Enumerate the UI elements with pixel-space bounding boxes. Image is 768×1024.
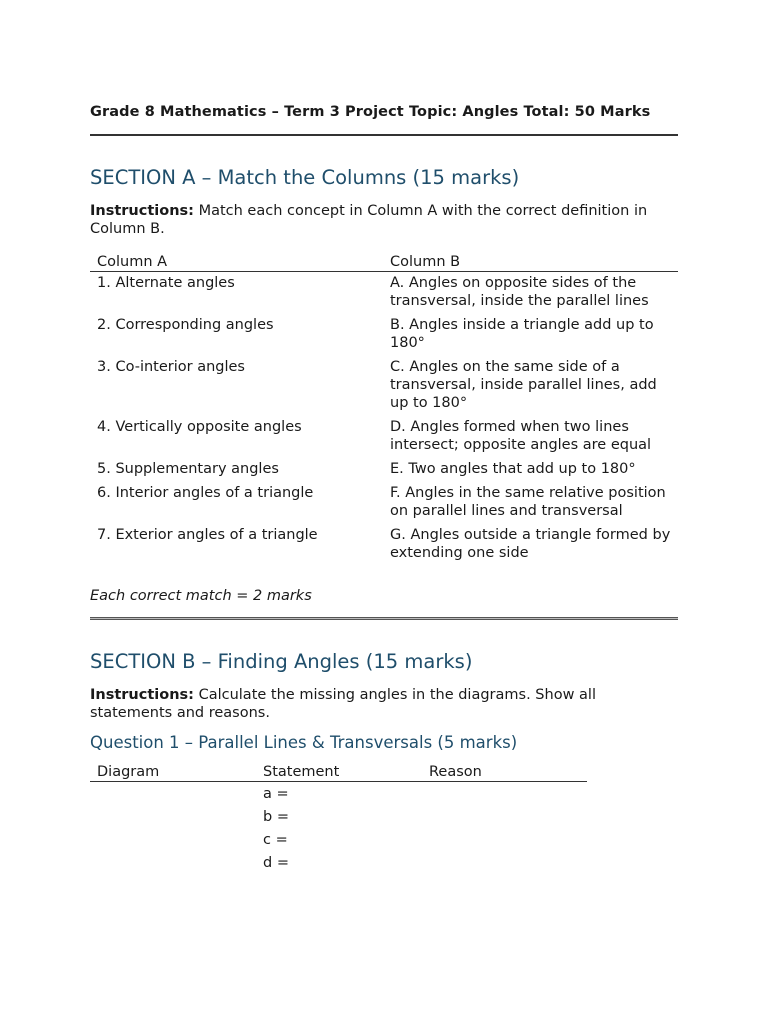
column-a-cell: 3. Co-interior angles — [97, 359, 245, 375]
table-row — [90, 416, 678, 458]
instructions-label: Instructions: — [90, 203, 194, 219]
column-b-cell: E. Two angles that add up to 180° — [390, 461, 636, 477]
match-columns-table — [90, 250, 678, 566]
column-b-header: Column B — [383, 250, 678, 272]
column-b-cell: B. Angles inside a triangle add up to 180° — [390, 317, 654, 351]
diagram-cell — [90, 828, 256, 851]
diagram-header: Diagram — [90, 760, 256, 782]
table-row — [90, 782, 587, 806]
section-b-title: SECTION B – Finding Angles (15 marks) — [90, 650, 473, 673]
table-row — [90, 524, 678, 566]
reason-header: Reason — [422, 760, 587, 782]
question-1-title: Question 1 – Parallel Lines & Transversals (5 marks) — [90, 733, 518, 752]
column-a-cell: 5. Supplementary angles — [97, 461, 279, 477]
instructions-label: Instructions: — [90, 687, 194, 703]
column-a-cell: 2. Corresponding angles — [97, 317, 274, 333]
instructions-text: Calculate the missing angles in the diagrams. Show all statements and reasons. — [90, 687, 596, 721]
table-row — [90, 851, 587, 874]
diagram-cell — [90, 805, 256, 828]
table-row — [90, 458, 678, 482]
statement-header: Statement — [256, 760, 422, 782]
marks-note: Each correct match = 2 marks — [90, 588, 312, 604]
section-a-title: SECTION A – Match the Columns (15 marks) — [90, 166, 520, 189]
column-a-cell: 1. Alternate angles — [97, 275, 235, 291]
table-row — [90, 828, 587, 851]
column-b-cell: A. Angles on opposite sides of the transversal, inside the parallel lines — [390, 275, 649, 309]
reason-cell — [422, 782, 587, 806]
diagram-cell — [90, 782, 256, 806]
column-a-cell: 4. Vertically opposite angles — [97, 419, 302, 435]
table-row — [90, 805, 587, 828]
statement-cell: a = — [263, 786, 289, 802]
column-b-cell: C. Angles on the same side of a transversal, inside parallel lines, add up to 180° — [390, 359, 657, 411]
table-header-row — [90, 760, 587, 782]
column-a-cell: 6. Interior angles of a triangle — [97, 485, 314, 501]
statement-cell: c = — [263, 832, 288, 848]
document-header: Grade 8 Mathematics – Term 3 Project Topic: Angles Total: 50 Marks — [90, 104, 651, 120]
table-row — [90, 356, 678, 416]
column-a-header: Column A — [90, 250, 383, 272]
section-a-instructions — [90, 202, 678, 238]
instructions-text: Match each concept in Column A with the correct definition in Column B. — [90, 203, 648, 237]
reason-cell — [422, 828, 587, 851]
table-row — [90, 272, 678, 315]
column-b-cell: F. Angles in the same relative position on parallel lines and transversal — [390, 485, 666, 519]
table-row — [90, 314, 678, 356]
column-a-cell: 7. Exterior angles of a triangle — [97, 527, 318, 543]
table-row — [90, 482, 678, 524]
section-divider — [90, 617, 678, 620]
diagram-cell — [90, 851, 256, 874]
column-b-cell: G. Angles outside a triangle formed by extending one side — [390, 527, 671, 561]
statement-cell: b = — [263, 809, 289, 825]
angles-answer-table — [90, 760, 587, 874]
header-divider — [90, 134, 678, 136]
column-b-cell: D. Angles formed when two lines intersect; opposite angles are equal — [390, 419, 652, 453]
reason-cell — [422, 851, 587, 874]
table-header-row — [90, 250, 678, 272]
reason-cell — [422, 805, 587, 828]
section-b-instructions — [90, 686, 678, 722]
statement-cell: d = — [263, 855, 289, 871]
